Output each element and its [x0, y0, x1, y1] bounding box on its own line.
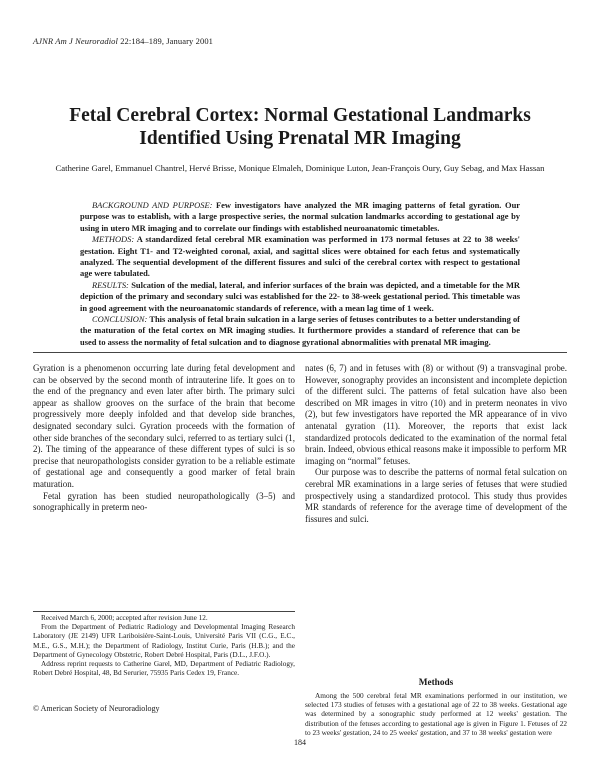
- footnote-received: Received March 6, 2000; accepted after revision June 12.: [41, 614, 208, 622]
- abstract-results-label: RESULTS:: [92, 279, 129, 290]
- title-line-2: Identified Using Prenatal MR Imaging: [139, 128, 461, 149]
- author-list: Catherine Garel, Emmanuel Chantrel, Hervé Brisse, Monique Elmaleh, Dominique Luton, Jean-François Oury, Guy Sebag, and Max Hassan: [55, 163, 545, 173]
- methods-paragraph: Among the 500 cerebral fetal MR examinations performed in our institution, we selected 173 studies of fetuses with a gestational age of 22 to 38 weeks. Gestational age was determined by a sonographic study performed at 12 weeks' gestation. The distribution of the fetuses according to gestational age is given in Figure 1. Fetuses of 22 to 23 weeks' gestation, 24 to 25 weeks' gestation, and 37 to 38 weeks' gestation were: [305, 691, 567, 737]
- abstract-divider: [33, 352, 567, 353]
- footnote-divider: [33, 611, 295, 612]
- abstract-background-label: BACKGROUND AND PURPOSE:: [92, 200, 213, 210]
- abstract-results-text: Sulcation of the medial, lateral, and inferior surfaces of the brain was depicted, and a timetable for the MR depiction of the primary and secondary sulci was established for the 22- to 38-week gestational period. This timetable was in good agreement with the neuroanatomic standards of reference, with a mean lag time of 1 week.: [80, 279, 520, 313]
- abstract: [80, 200, 520, 348]
- footnote-reprint: Address reprint requests to Catherine Garel, MD, Department of Pediatric Radiology, Robert Debré Hospital, 48, Bd Serurier, 75935 Paris Cedex 19, France.: [33, 660, 295, 678]
- body-column-right: [305, 363, 567, 525]
- page-number: 184: [294, 738, 306, 747]
- copyright-notice: © American Society of Neuroradiology: [33, 704, 160, 713]
- journal-citation: [33, 36, 213, 46]
- abstract-methods-label: METHODS:: [92, 234, 135, 245]
- abstract-background: [80, 200, 520, 234]
- title-line-1: Fetal Cerebral Cortex: Normal Gestational Landmarks: [69, 105, 531, 126]
- body-paragraph: Fetal gyration has been studied neuropathologically (3–5) and sonographically in preterm neo-: [33, 490, 295, 513]
- journal-issue: 22:184–189, January 2001: [120, 36, 214, 46]
- body-paragraph: nates (6, 7) and in fetuses with (8) or without (9) a transvaginal probe. However, sonography provides an inconsistent and incomplete depiction of the different sulci. The patterns of fetal sulcation have also been described on MR images in vitro (10) and in preterm neonates in vivo (2), but few investigators have reported the MR appearance of in vivo antenatal gyration (11). Moreover, the reports that exist lack standardized protocols dedicated to the examination of the normal fetal brain. Indeed, obvious ethical reasons make it impossible to perform MR imaging on “normal” fetuses.: [305, 363, 567, 466]
- body-column-left: [33, 363, 295, 514]
- abstract-methods-text: A standardized fetal cerebral MR examination was performed in 173 normal fetuses at 22 to 38 weeks' gestation. Eight T1- and T2-weighted coronal, axial, and sagittal slices were obtained for each fetus and systematically analyzed. The sequential development of the different fissures and sulci of the cerebral cortex with respect to gestational age were tabulated.: [80, 234, 520, 279]
- abstract-methods: [80, 234, 520, 280]
- journal-name: AJNR Am J Neuroradiol: [33, 36, 118, 46]
- abstract-conclusion-text: This analysis of fetal brain sulcation in a large series of fetuses contributes to a better understanding of the maturation of the fetal cortex on MR imaging studies. It furthermore provides a standard of reference that can be used to assess the normality of fetal sulcation and to diagnose gyrational abnormalities with prenatal MR imaging.: [80, 314, 520, 347]
- abstract-background-text: Few investigators have analyzed the MR imaging patterns of fetal gyration. Our purpose was to establish, with a large prospective series, the normal sulcation landmarks according to gestational age by using in utero MR imaging and to correlate our findings with established neuroanatomic timetables.: [80, 200, 521, 233]
- article-title: [30, 104, 570, 150]
- footnotes: [33, 614, 295, 678]
- body-paragraph: Gyration is a phenomenon occurring late during fetal development and can be observed by the second month of intrauterine life. It goes on to the end of the pregnancy and even later after birth. The primary sulci appear as shallow grooves on the surface of the brain that become progressively more deeply infolded and that develop side branches, designated secondary sulci. Gyration proceeds with the formation of other side branches of the secondary sulci, referred to as tertiary sulci (1, 2). The timing of the appearance of these different types of sulci is so precise that neuropathologists consider gyration to be a reliable estimate of gestational age and consequently a good marker of fetal brain maturation.: [33, 363, 295, 489]
- abstract-conclusion: [80, 314, 520, 348]
- footnote-affiliation: From the Department of Pediatric Radiology and Developmental Imaging Research Laboratory (JE 2149) UFR Lariboisière-Saint-Louis, Université Paris VII (C.G., E.C., M.E., G.S., M.H.); the Department of Radiology, Institut Curie, Paris (H.B.); and the Department of Gynecology Obstetric, Robert Debré Hospital, Paris (D.L., J.F.O.).: [33, 623, 295, 659]
- methods-section: [305, 691, 567, 737]
- methods-heading: Methods: [418, 678, 454, 688]
- abstract-results: [80, 280, 520, 314]
- body-paragraph: Our purpose was to describe the patterns of normal fetal sulcation on cerebral MR examinations in a large series of fetuses that were studied prospectively using a standardized protocol. This study thus provides MR standards of reference for the average time of development of the fissures and sulci.: [305, 467, 567, 524]
- abstract-conclusion-label: CONCLUSION:: [92, 314, 148, 325]
